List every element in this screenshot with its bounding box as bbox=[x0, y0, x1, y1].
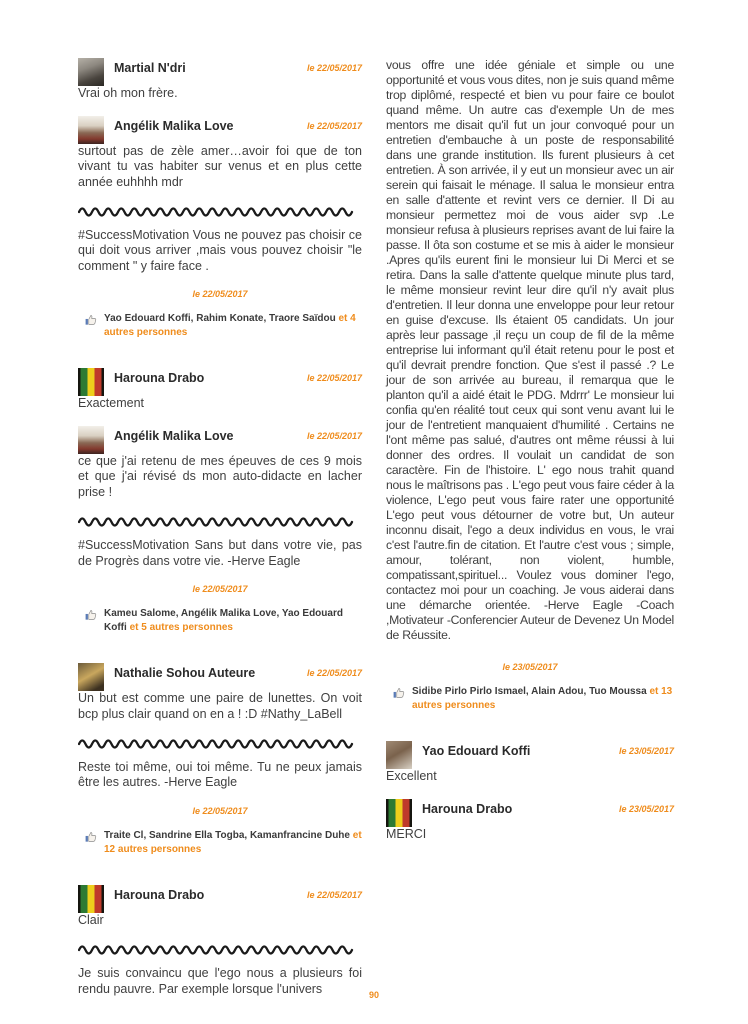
comment-date: le 22/05/2017 bbox=[306, 889, 362, 900]
comment-text: ce que j'ai retenu de mes épeuves de ces 9 mois et que j'ai révisé ds mon auto-didacte en lacher prise ! bbox=[78, 453, 362, 499]
post-text: Reste toi même, oui toi même. Tu ne peux jamais être les autres. -Herve Eagle bbox=[78, 760, 362, 790]
comment-header bbox=[386, 799, 674, 827]
commenter-avatar bbox=[78, 426, 104, 454]
commenter-avatar bbox=[78, 663, 104, 691]
commenter-name: Harouna Drabo bbox=[114, 371, 205, 386]
thumbs-up-icon bbox=[85, 607, 97, 635]
commenter-name: Yao Edouard Koffi bbox=[422, 744, 531, 758]
post-date-text: le 22/05/2017 bbox=[192, 584, 248, 595]
likes-text bbox=[412, 685, 674, 713]
thumbs-up-icon bbox=[85, 829, 97, 857]
comment-header bbox=[78, 426, 362, 454]
liker-names: Sidibe Pirlo Pirlo Ismael, Alain Adou, Tuo Moussa bbox=[412, 686, 647, 697]
comment-text: MERCI bbox=[386, 826, 427, 841]
comment bbox=[78, 116, 362, 191]
commenter-avatar bbox=[78, 58, 104, 86]
liker-names: Traite Cl, Sandrine Ella Togba, Kamanfrancine Duhe bbox=[104, 829, 350, 841]
wavy-separator-line bbox=[78, 206, 362, 218]
comment-text: surtout pas de zèle amer…avoir foi que de ton vivant tu vas habiter sur venus et en plus cette année euhhhh mdr bbox=[78, 143, 362, 189]
commenter-name: Martial N'dri bbox=[114, 61, 186, 75]
post-date-text: le 22/05/2017 bbox=[192, 805, 248, 816]
wavy-separator bbox=[78, 516, 362, 528]
post-date bbox=[78, 284, 362, 302]
commenter-avatar bbox=[78, 368, 104, 396]
likes-more-count: et 5 autres personnes bbox=[129, 622, 233, 634]
comment bbox=[386, 741, 674, 785]
comment-date: le 22/05/2017 bbox=[306, 120, 362, 131]
comment-text: Clair bbox=[78, 912, 104, 927]
likes-text bbox=[104, 312, 362, 340]
liker-names: Kameu Salome, Angélik Malika Love, Yao Edouard Koffi bbox=[104, 608, 343, 634]
comment-header bbox=[78, 663, 362, 691]
post-date-text: le 22/05/2017 bbox=[192, 289, 248, 300]
post-text: #SuccessMotivation Vous ne pouvez pas choisir ce qui doit vous arriver ,mais vous pouvez choisir "le comment " y faire face . bbox=[78, 228, 362, 273]
right-column bbox=[386, 58, 674, 1007]
post-text: vous offre une idée géniale et simple ou une opportunité et vous vous dites, non je suis quand même trop diplômé, respecté et bien vu pour faire ce boulot quand même. Un autre cas d'exemple Un de mes mentors me disait qu'il fut un jour convoqué pour un entretien d'embauche à un poste de responsabilité dans une grande institution. Ils furent plusieurs à cet entretien. À son arrivée, il y eut un monsieur avec un air serein qui faisait le ménage. Il salua le monsieur entra en salle d'attente et revint vers ce dernier. Il Di au monsieur permettez moi de vous aider svp .Le monsieur refusa à plusieurs reprises avant de lui faire la passe. Il ôta son costume et se mis à aider le monsieur .Apres qu'ils eurent fini le monsieur lui Di Merci et se retira. Dans la salle d'attente quelque minute plus tard, le même monsieur revint leur dire qu'il n'y avait plus d'entretien. Il leur donna une enveloppe pour leur retour en guise d'excuse. Ils étaient 05 candidats. Un jour après leur passage ,il reçu un coup de fil de la même entreprise lui informant qu'il était retenu pour le post et qu'il devrait prendre fonction. Que s'est il passé .? Le jour de son arrivée au bureau, il remarqua que le planton qu'il a aidé était le PDG. Mdrrr' Le monsieur lui confia qu'en réalité tout ceux qui sont venu avant lui le jour de l'entretient manquaient d'humilité . Certains ne l'ont même pas salué, d'autres ont même réussi à lui donner des ordres. Il voulait un candidat de son caractère. Fin de l'histoire. L' ego nous trahit quand nous le maîtrisons pas . L'ego peut vous faire céder à la violence, L'ego peut vous faire rater une opportunité L'ego peut vous détourner de votre but, Un auteur inconnu disait, l'ego a deux individus en vous, le vrai c'est l'autre.fin de citation. Et l'autre c'est vous ; simple, amour, tolérant, non violent, humble, compatissant,spirituel... Voulez vous dominer l'ego, contactez moi pour un coaching. Je vous aiderai dans une démarche orientée. -Herve Eagle -Coach ,Motivateur -Conferencier Auteur de Devenez Un Model de Réussite. bbox=[386, 58, 674, 642]
post-date bbox=[386, 657, 674, 675]
wavy-separator-line bbox=[78, 738, 362, 750]
comment-date: le 22/05/2017 bbox=[306, 668, 362, 679]
liker-names: Yao Edouard Koffi, Rahim Konate, Traore Saïdou bbox=[104, 313, 336, 325]
comment-header bbox=[78, 116, 362, 144]
commenter-avatar bbox=[78, 116, 104, 144]
comment-date: le 22/05/2017 bbox=[306, 373, 362, 384]
wavy-separator bbox=[78, 738, 362, 750]
comment-date: le 22/05/2017 bbox=[306, 430, 362, 441]
likes-row bbox=[78, 607, 362, 635]
commenter-avatar bbox=[78, 885, 104, 913]
commenter-name: Nathalie Sohou Auteure bbox=[114, 666, 256, 681]
commenter-avatar bbox=[386, 741, 412, 769]
comment-date: le 22/05/2017 bbox=[306, 63, 362, 73]
likes-row bbox=[78, 312, 362, 340]
wavy-separator bbox=[78, 206, 362, 218]
likes-row bbox=[386, 685, 674, 713]
comment bbox=[78, 663, 362, 722]
post-text: #SuccessMotivation Sans but dans votre vie, pas de Progrès dans votre vie. -Herve Eagle bbox=[78, 538, 362, 568]
comment-date: le 23/05/2017 bbox=[618, 746, 674, 756]
wavy-separator-line bbox=[78, 944, 362, 956]
thumbs-up-icon bbox=[85, 312, 97, 340]
comment-header bbox=[78, 885, 362, 913]
wavy-separator bbox=[78, 944, 362, 956]
commenter-name: Angélik Malika Love bbox=[114, 118, 234, 133]
likes-more-count: et 12 autres personnes bbox=[104, 829, 362, 855]
likes-text bbox=[104, 607, 362, 635]
comment bbox=[78, 885, 362, 929]
commenter-name: Harouna Drabo bbox=[114, 887, 205, 902]
comment-text: Vrai oh mon frère. bbox=[78, 86, 178, 100]
comment-header bbox=[78, 58, 362, 86]
comment-date: le 23/05/2017 bbox=[618, 803, 674, 814]
commenter-name: Harouna Drabo bbox=[422, 801, 513, 816]
commenter-name: Angélik Malika Love bbox=[114, 428, 234, 443]
post-date-text: le 23/05/2017 bbox=[502, 662, 558, 672]
post-text: Je suis convaincu que l'ego nous a plusieurs foi rendu pauvre. Par exemple lorsque l'univers bbox=[78, 966, 362, 996]
likes-text bbox=[104, 829, 362, 857]
left-column bbox=[78, 58, 362, 1007]
comment bbox=[78, 368, 362, 412]
comment-header bbox=[386, 741, 674, 769]
comment bbox=[78, 58, 362, 102]
comment-header bbox=[78, 368, 362, 396]
commenter-avatar bbox=[386, 799, 412, 827]
post-date bbox=[78, 801, 362, 819]
likes-more-count: et 13 autres personnes bbox=[412, 686, 673, 711]
comment-text: Un but est comme une paire de lunettes. On voit bcp plus clair quand on en a ! :D #Nathy_LaBell bbox=[78, 691, 362, 721]
post-date bbox=[78, 579, 362, 597]
comment-text: Excellent bbox=[386, 769, 437, 783]
likes-row bbox=[78, 829, 362, 857]
comment bbox=[386, 799, 674, 843]
likes-more-count: et 4 autres personnes bbox=[104, 313, 356, 339]
comment bbox=[78, 426, 362, 501]
wavy-separator-line bbox=[78, 516, 362, 528]
page-number: 90 bbox=[368, 990, 379, 1000]
thumbs-up-icon bbox=[393, 685, 405, 713]
comment-text: Exactement bbox=[78, 396, 145, 411]
